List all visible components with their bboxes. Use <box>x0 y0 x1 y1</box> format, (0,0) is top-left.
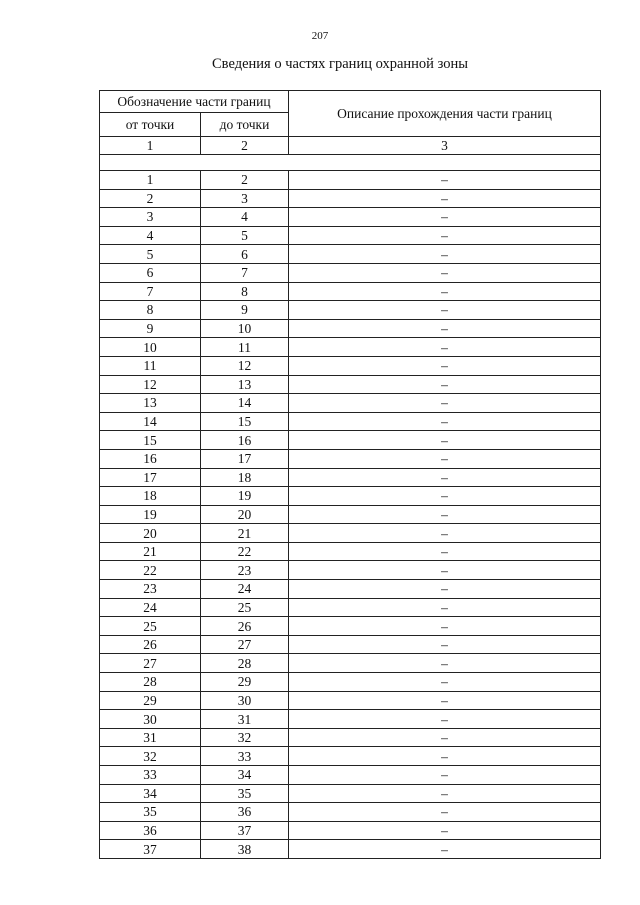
page-title: Сведения о частях границ охранной зоны <box>212 56 468 72</box>
table-row <box>100 487 601 506</box>
to-point-header: до точки <box>201 113 289 137</box>
description-cell: – <box>289 617 601 636</box>
table-row <box>100 691 601 710</box>
boundary-table <box>99 90 601 859</box>
from-point-cell: 5 <box>100 245 201 264</box>
to-point-cell: 2 <box>201 171 289 190</box>
from-point-cell: 9 <box>100 319 201 338</box>
table-row <box>100 840 601 859</box>
to-point-cell: 29 <box>201 673 289 692</box>
from-point-cell: 27 <box>100 654 201 673</box>
column-number: 1 <box>100 137 201 155</box>
group-header: Обозначение части границ <box>100 91 289 113</box>
from-point-cell: 35 <box>100 803 201 822</box>
from-point-cell: 34 <box>100 784 201 803</box>
description-cell: – <box>289 431 601 450</box>
description-cell: – <box>289 561 601 580</box>
from-point-cell: 33 <box>100 766 201 785</box>
from-point-cell: 17 <box>100 468 201 487</box>
from-point-cell: 15 <box>100 431 201 450</box>
table-row <box>100 561 601 580</box>
table-row <box>100 654 601 673</box>
table-row <box>100 580 601 599</box>
to-point-cell: 4 <box>201 208 289 227</box>
table-row <box>100 542 601 561</box>
description-cell: – <box>289 338 601 357</box>
to-point-cell: 13 <box>201 375 289 394</box>
table-row <box>100 301 601 320</box>
from-point-cell: 3 <box>100 208 201 227</box>
page-number: 207 <box>311 30 329 42</box>
description-cell: – <box>289 803 601 822</box>
to-point-cell: 6 <box>201 245 289 264</box>
table-row <box>100 282 601 301</box>
table-row <box>100 468 601 487</box>
description-cell: – <box>289 263 601 282</box>
to-point-cell: 21 <box>201 524 289 543</box>
table-row <box>100 821 601 840</box>
header-row-1 <box>100 91 601 113</box>
table-row <box>100 673 601 692</box>
description-cell: – <box>289 766 601 785</box>
table-row <box>100 635 601 654</box>
table-row <box>100 356 601 375</box>
description-cell: – <box>289 301 601 320</box>
description-cell: – <box>289 654 601 673</box>
to-point-cell: 35 <box>201 784 289 803</box>
description-cell: – <box>289 449 601 468</box>
table-row <box>100 263 601 282</box>
to-point-cell: 16 <box>201 431 289 450</box>
description-cell: – <box>289 524 601 543</box>
from-point-cell: 37 <box>100 840 201 859</box>
to-point-cell: 12 <box>201 356 289 375</box>
description-cell: – <box>289 840 601 859</box>
column-number-row <box>100 137 601 155</box>
table-row <box>100 598 601 617</box>
column-number: 2 <box>201 137 289 155</box>
table-row <box>100 226 601 245</box>
to-point-cell: 31 <box>201 710 289 729</box>
from-point-cell: 29 <box>100 691 201 710</box>
description-cell: – <box>289 282 601 301</box>
to-point-cell: 5 <box>201 226 289 245</box>
description-cell: – <box>289 635 601 654</box>
from-point-header: от точки <box>100 113 201 137</box>
to-point-cell: 8 <box>201 282 289 301</box>
from-point-cell: 8 <box>100 301 201 320</box>
table-row <box>100 524 601 543</box>
empty-separator-row <box>100 155 601 171</box>
description-header: Описание прохождения части границ <box>289 91 601 137</box>
column-number: 3 <box>289 137 601 155</box>
from-point-cell: 12 <box>100 375 201 394</box>
table-row <box>100 208 601 227</box>
table-row <box>100 394 601 413</box>
to-point-cell: 17 <box>201 449 289 468</box>
to-point-cell: 28 <box>201 654 289 673</box>
to-point-cell: 24 <box>201 580 289 599</box>
from-point-cell: 14 <box>100 412 201 431</box>
from-point-cell: 7 <box>100 282 201 301</box>
to-point-cell: 30 <box>201 691 289 710</box>
to-point-cell: 32 <box>201 728 289 747</box>
to-point-cell: 15 <box>201 412 289 431</box>
description-cell: – <box>289 226 601 245</box>
to-point-cell: 10 <box>201 319 289 338</box>
from-point-cell: 22 <box>100 561 201 580</box>
table-row <box>100 319 601 338</box>
table-row <box>100 449 601 468</box>
description-cell: – <box>289 673 601 692</box>
to-point-cell: 22 <box>201 542 289 561</box>
description-cell: – <box>289 468 601 487</box>
description-cell: – <box>289 542 601 561</box>
from-point-cell: 18 <box>100 487 201 506</box>
from-point-cell: 20 <box>100 524 201 543</box>
from-point-cell: 2 <box>100 189 201 208</box>
to-point-cell: 37 <box>201 821 289 840</box>
from-point-cell: 24 <box>100 598 201 617</box>
table-row <box>100 338 601 357</box>
description-cell: – <box>289 356 601 375</box>
table-row <box>100 189 601 208</box>
description-cell: – <box>289 784 601 803</box>
from-point-cell: 13 <box>100 394 201 413</box>
to-point-cell: 20 <box>201 505 289 524</box>
from-point-cell: 28 <box>100 673 201 692</box>
table-row <box>100 375 601 394</box>
from-point-cell: 6 <box>100 263 201 282</box>
description-cell: – <box>289 728 601 747</box>
from-point-cell: 19 <box>100 505 201 524</box>
to-point-cell: 25 <box>201 598 289 617</box>
description-cell: – <box>289 505 601 524</box>
from-point-cell: 36 <box>100 821 201 840</box>
to-point-cell: 7 <box>201 263 289 282</box>
description-cell: – <box>289 375 601 394</box>
table-row <box>100 412 601 431</box>
description-cell: – <box>289 487 601 506</box>
table-row <box>100 431 601 450</box>
from-point-cell: 4 <box>100 226 201 245</box>
to-point-cell: 27 <box>201 635 289 654</box>
to-point-cell: 33 <box>201 747 289 766</box>
to-point-cell: 3 <box>201 189 289 208</box>
description-cell: – <box>289 691 601 710</box>
description-cell: – <box>289 412 601 431</box>
table-row <box>100 617 601 636</box>
to-point-cell: 14 <box>201 394 289 413</box>
description-cell: – <box>289 598 601 617</box>
to-point-cell: 23 <box>201 561 289 580</box>
description-cell: – <box>289 394 601 413</box>
description-cell: – <box>289 747 601 766</box>
to-point-cell: 36 <box>201 803 289 822</box>
to-point-cell: 34 <box>201 766 289 785</box>
empty-cell <box>100 155 601 171</box>
description-cell: – <box>289 580 601 599</box>
from-point-cell: 16 <box>100 449 201 468</box>
description-cell: – <box>289 189 601 208</box>
to-point-cell: 38 <box>201 840 289 859</box>
description-cell: – <box>289 208 601 227</box>
table-row <box>100 784 601 803</box>
to-point-cell: 11 <box>201 338 289 357</box>
table-row <box>100 803 601 822</box>
from-point-cell: 21 <box>100 542 201 561</box>
from-point-cell: 10 <box>100 338 201 357</box>
description-cell: – <box>289 821 601 840</box>
from-point-cell: 26 <box>100 635 201 654</box>
from-point-cell: 30 <box>100 710 201 729</box>
to-point-cell: 19 <box>201 487 289 506</box>
to-point-cell: 18 <box>201 468 289 487</box>
description-cell: – <box>289 245 601 264</box>
description-cell: – <box>289 171 601 190</box>
from-point-cell: 1 <box>100 171 201 190</box>
table-row <box>100 505 601 524</box>
from-point-cell: 23 <box>100 580 201 599</box>
table-row <box>100 766 601 785</box>
to-point-cell: 26 <box>201 617 289 636</box>
description-cell: – <box>289 319 601 338</box>
from-point-cell: 11 <box>100 356 201 375</box>
table-row <box>100 728 601 747</box>
to-point-cell: 9 <box>201 301 289 320</box>
description-cell: – <box>289 710 601 729</box>
table-row <box>100 245 601 264</box>
table-row <box>100 171 601 190</box>
table-row <box>100 710 601 729</box>
table-row <box>100 747 601 766</box>
from-point-cell: 32 <box>100 747 201 766</box>
from-point-cell: 31 <box>100 728 201 747</box>
from-point-cell: 25 <box>100 617 201 636</box>
